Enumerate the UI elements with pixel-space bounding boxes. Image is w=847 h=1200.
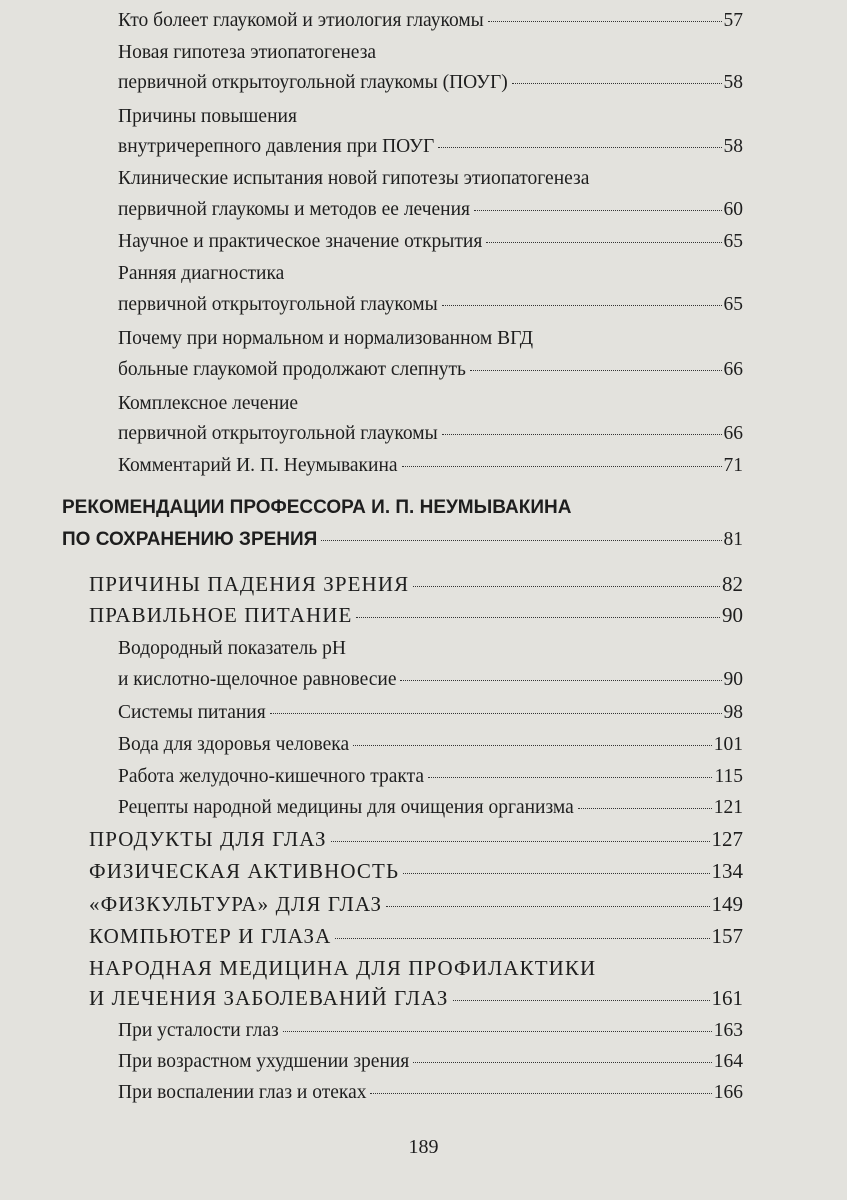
toc-entry-title: ПРАВИЛЬНОЕ ПИТАНИЕ [89, 603, 353, 627]
toc-entry-title: «ФИЗКУЛЬТУРА» ДЛЯ ГЛАЗ [89, 892, 383, 916]
toc-entry-title-line1: Клинические испытания новой гипотезы этиопатогенеза [118, 168, 590, 189]
toc-entry-title-line1: Комплексное лечение [118, 393, 299, 414]
toc-entry [118, 199, 743, 221]
toc-entry [118, 455, 743, 477]
section-heading-title: ПО СОХРАНЕНИЮ ЗРЕНИЯ [62, 529, 318, 550]
toc-entry-page: 71 [723, 455, 743, 476]
leader-dots [403, 873, 709, 874]
toc-entry-title: первичной открытоугольной глаукомы [118, 294, 438, 315]
leader-dots [474, 210, 721, 211]
toc-entry-page: 90 [723, 669, 743, 690]
leader-dots [413, 586, 720, 587]
toc-entry-title: внутричерепного давления при ПОУГ [118, 136, 435, 157]
toc-entry-title: Рецепты народной медицины для очищения организма [118, 797, 574, 818]
toc-entry [118, 702, 743, 724]
leader-dots [488, 21, 722, 22]
leader-dots [270, 713, 722, 714]
leader-dots [578, 808, 712, 809]
leader-dots [453, 1000, 710, 1001]
toc-entry [118, 669, 743, 691]
toc-entry-title: Системы питания [118, 702, 266, 723]
toc-entry-page: 65 [723, 231, 743, 252]
page-number: 189 [408, 1136, 439, 1158]
leader-dots [356, 617, 720, 618]
leader-dots [470, 370, 722, 371]
toc-entry [118, 734, 743, 756]
toc-entry-title: При возрастном ухудшении зрения [118, 1051, 410, 1072]
toc-section-entry [62, 529, 743, 551]
toc-entry-page: 127 [711, 827, 743, 851]
toc-entry-title: ФИЗИЧЕСКАЯ АКТИВНОСТЬ [89, 859, 400, 883]
leader-dots [353, 745, 712, 746]
leader-dots [400, 680, 721, 681]
toc-entry-page: 163 [713, 1020, 743, 1041]
toc-entry [118, 1082, 743, 1104]
leader-dots [413, 1062, 711, 1063]
toc-entry-title: первичной открытоугольной глаукомы [118, 423, 438, 444]
leader-dots [442, 434, 722, 435]
toc-entry-title: Вода для здоровья человека [118, 734, 350, 755]
leader-dots [438, 147, 721, 148]
toc-entry-page: 66 [723, 359, 743, 380]
toc-entry [118, 72, 743, 94]
leader-dots [283, 1031, 712, 1032]
toc-entry-page: 65 [723, 294, 743, 315]
toc-entry-page: 121 [713, 797, 743, 818]
toc-entry-title: Кто болеет глаукомой и этиология глаукомы [118, 10, 484, 31]
toc-entry-title-line1: Ранняя диагностика [118, 263, 285, 284]
toc-entry-title-line1: Новая гипотеза этиопатогенеза [118, 42, 377, 63]
toc-entry-page: 98 [723, 702, 743, 723]
toc-entry [118, 797, 743, 819]
toc-entry-page: 60 [723, 199, 743, 220]
toc-entry-page: 101 [713, 734, 743, 755]
toc-chapter-entry [89, 572, 743, 597]
toc-chapter-title-line1: НАРОДНАЯ МЕДИЦИНА ДЛЯ ПРОФИЛАКТИКИ [89, 956, 597, 980]
toc-chapter-entry [89, 859, 743, 884]
toc-chapter-entry [89, 924, 743, 949]
toc-entry [118, 1020, 743, 1042]
leader-dots [442, 305, 722, 306]
toc-entry-page: 90 [722, 603, 743, 627]
leader-dots [512, 83, 722, 84]
leader-dots [321, 540, 721, 541]
toc-entry-title: Научное и практическое значение открытия [118, 231, 483, 252]
section-heading-line1: РЕКОМЕНДАЦИИ ПРОФЕССОРА И. П. НЕУМЫВАКИНА [62, 497, 572, 518]
toc-entry-page: 157 [711, 924, 743, 948]
toc-entry-page: 82 [722, 572, 743, 596]
toc-entry-page: 58 [723, 72, 743, 93]
leader-dots [428, 777, 712, 778]
toc-chapter-entry [89, 892, 743, 917]
toc-entry-title: При усталости глаз [118, 1020, 279, 1041]
toc-entry-title: первичной открытоугольной глаукомы (ПОУГ) [118, 72, 508, 93]
toc-entry [118, 1051, 743, 1073]
toc-entry-page: 164 [713, 1051, 743, 1072]
toc-entry [118, 423, 743, 445]
toc-entry-title: КОМПЬЮТЕР И ГЛАЗА [89, 924, 332, 948]
toc-chapter-entry [89, 986, 743, 1011]
leader-dots [402, 466, 722, 467]
toc-entry [118, 10, 743, 32]
toc-entry-title: ПРОДУКТЫ ДЛЯ ГЛАЗ [89, 827, 327, 851]
toc-entry-page: 166 [713, 1082, 743, 1103]
toc-entry-title: и кислотно-щелочное равновесие [118, 669, 397, 690]
toc-entry-title: При воспалении глаз и отеках [118, 1082, 367, 1103]
toc-entry [118, 136, 743, 158]
leader-dots [370, 1093, 711, 1094]
toc-entry-page: 66 [723, 423, 743, 444]
toc-entry-title-line1: Водородный показатель pH [118, 638, 346, 659]
toc-entry-page: 149 [711, 892, 743, 916]
toc-entry-title: ПРИЧИНЫ ПАДЕНИЯ ЗРЕНИЯ [89, 572, 410, 596]
toc-entry-page: 161 [711, 986, 743, 1010]
toc-entry [118, 231, 743, 253]
leader-dots [486, 242, 721, 243]
toc-chapter-entry [89, 603, 743, 628]
toc-entry-page: 57 [723, 10, 743, 31]
toc-entry-page: 115 [714, 766, 743, 787]
toc-entry-title: больные глаукомой продолжают слепнуть [118, 359, 466, 380]
toc-entry-title-line1: Почему при нормальном и нормализованном ВГД [118, 328, 534, 349]
toc-entry-page: 134 [711, 859, 743, 883]
toc-chapter-entry [89, 827, 743, 852]
toc-entry [118, 766, 743, 788]
toc-entry-title-line1: Причины повышения [118, 106, 297, 127]
toc-entry-page: 58 [723, 136, 743, 157]
toc-entry-title: Работа желудочно-кишечного тракта [118, 766, 425, 787]
toc-entry-title: Комментарий И. П. Неумывакина [118, 455, 398, 476]
toc-entry [118, 294, 743, 316]
toc-entry-page: 81 [723, 529, 743, 550]
leader-dots [386, 906, 709, 907]
toc-entry-title: первичной глаукомы и методов ее лечения [118, 199, 471, 220]
toc-entry [118, 359, 743, 381]
leader-dots [335, 938, 709, 939]
leader-dots [331, 841, 710, 842]
toc-entry-title: И ЛЕЧЕНИЯ ЗАБОЛЕВАНИЙ ГЛАЗ [89, 986, 449, 1010]
